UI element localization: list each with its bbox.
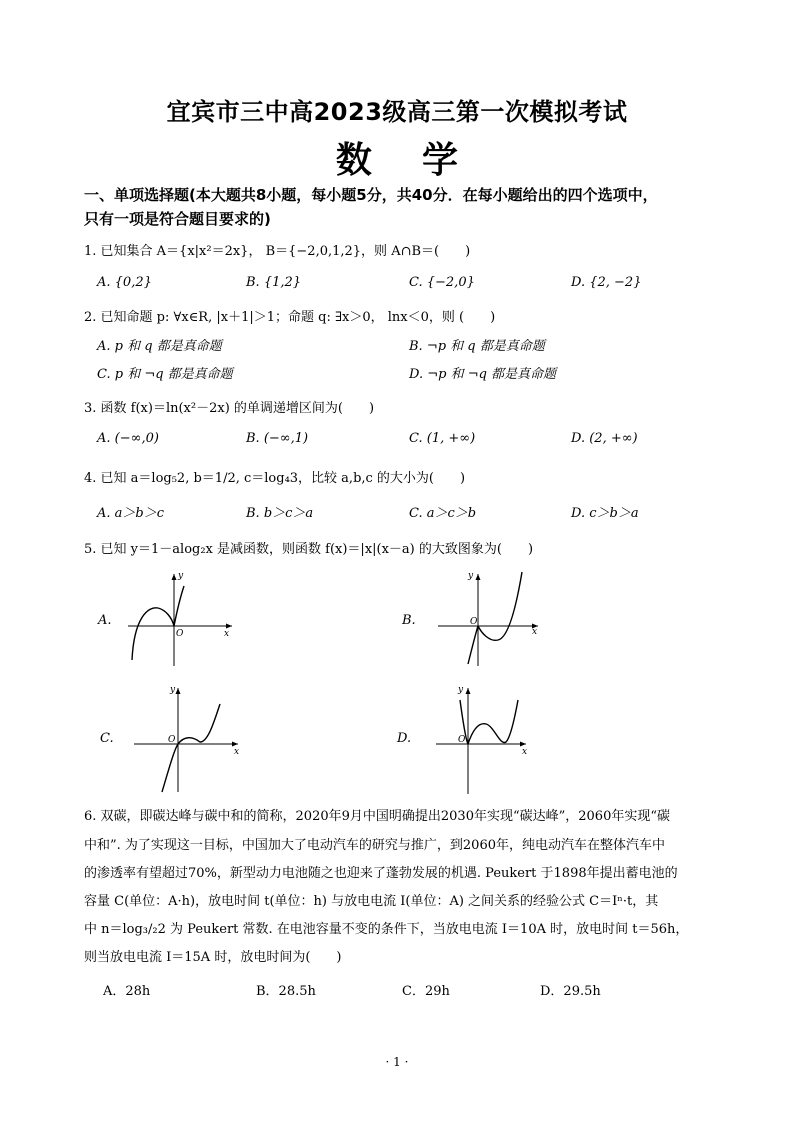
q6-option-a: A．28h (103, 984, 151, 999)
graph-b-x-label: x (532, 627, 538, 637)
q4-option-c: C. a＞c＞b (409, 506, 477, 521)
q4-option-a: A. a＞b＞c (97, 506, 165, 521)
graph-d-origin: O (458, 735, 466, 745)
graph-a-x-label: x (224, 629, 230, 639)
q6-line-1: 6. 双碳，即碳达峰与碳中和的简称，2020年9月中国明确提出2030年实现“碳达峰”，2060年实现“碳 (84, 809, 670, 824)
graph-b-label: B. (402, 613, 416, 628)
q4-option-b: B. b＞c＞a (246, 506, 314, 521)
q6-option-d: D．29.5h (540, 984, 601, 999)
q3-stem: 3. 函数 f(x)＝ln(x²－2x) 的单调递增区间为( ) (84, 401, 375, 416)
q1-option-c: C. {−2,0} (409, 275, 475, 290)
q2-option-a: A. p 和 q 都是真命题 (97, 339, 222, 354)
graph-a-origin: O (176, 629, 184, 639)
graph-b (430, 568, 550, 668)
graph-d-label: D. (397, 731, 412, 746)
exam-title: 宜宾市三中高2023级高三第一次模拟考试 (166, 98, 628, 126)
q2-stem: 2. 已知命题 p: ∀x∈R, |x＋1|＞1；命题 q: ∃x＞0， lnx＜0，则 ( ) (84, 310, 496, 325)
q3-option-a: A. (−∞,0) (97, 431, 159, 446)
q3-option-c: C. (1, +∞) (409, 431, 476, 446)
q6-line-3: 的渗透率有望超过70%，新型动力电池随之也迎来了蓬勃发展的机遇. Peukert 于1898年提出蓄电池的 (84, 866, 678, 881)
q6-line-2: 中和”. 为了实现这一目标，中国加大了电动汽车的研究与推广，到2060年，纯电动汽车在整体汽车中 (84, 838, 665, 853)
q3-option-d: D. (2, +∞) (571, 431, 638, 446)
q4-option-d: D. c＞b＞a (571, 506, 639, 521)
section-heading-line1: 一、单项选择题(本大题共8小题，每小题5分，共40分．在每小题给出的四个选项中， (84, 186, 658, 204)
graph-c-origin: O (168, 735, 176, 745)
graph-c-x-label: x (234, 747, 240, 757)
graph-a-y-label: y (178, 571, 184, 581)
graph-a-label: A. (98, 613, 112, 628)
q6-line-5: 中 n＝log₃/₂2 为 Peukert 常数. 在电池容量不变的条件下，当放电电流 I＝10A 时，放电时间 t＝56h， (84, 922, 689, 937)
q2-option-d: D. ¬p 和 ¬q 都是真命题 (409, 367, 557, 382)
q6-line-4: 容量 C(单位：A·h)，放电时间 t(单位：h) 与放电电流 I(单位：A) 之间关系的经验公式 C＝Iⁿ·t，其 (84, 894, 659, 909)
q6-option-b: B．28.5h (256, 984, 316, 999)
section-heading-line2: 只有一项是符合题目要求的) (84, 210, 271, 228)
q1-option-b: B. {1,2} (246, 275, 302, 290)
page-number: · 1 · (385, 1055, 409, 1069)
q3-option-b: B. (−∞,1) (246, 431, 309, 446)
graph-b-origin: O (470, 617, 478, 627)
q1-option-d: D. {2, −2} (571, 275, 642, 290)
graph-c (130, 682, 250, 794)
graph-d (430, 682, 550, 794)
graph-a (120, 568, 240, 668)
graph-d-x-label: x (522, 747, 528, 757)
q1-option-a: A. {0,2} (97, 275, 152, 290)
graph-c-y-label: y (170, 685, 176, 695)
q5-stem: 5. 已知 y＝1－alog₂x 是减函数，则函数 f(x)＝|x|(x－a) 的大致图象为( ) (84, 542, 534, 557)
graph-d-y-label: y (458, 685, 464, 695)
q4-stem: 4. 已知 a＝log₅2, b＝1/2, c＝log₄3，比较 a,b,c 的大小为( ) (84, 471, 466, 486)
q6-line-6: 则当放电电流 I＝15A 时，放电时间为( ) (84, 950, 342, 965)
graph-b-y-label: y (468, 571, 474, 581)
graph-c-label: C. (100, 731, 114, 746)
q2-option-b: B. ¬p 和 q 都是真命题 (409, 339, 545, 354)
subject-title: 数 学 (335, 140, 459, 181)
q1-stem: 1. 已知集合 A＝{x|x²＝2x}， B＝{−2,0,1,2}，则 A∩B＝( ) (84, 244, 471, 259)
q6-option-c: C．29h (402, 984, 450, 999)
q2-option-c: C. p 和 ¬q 都是真命题 (97, 367, 233, 382)
